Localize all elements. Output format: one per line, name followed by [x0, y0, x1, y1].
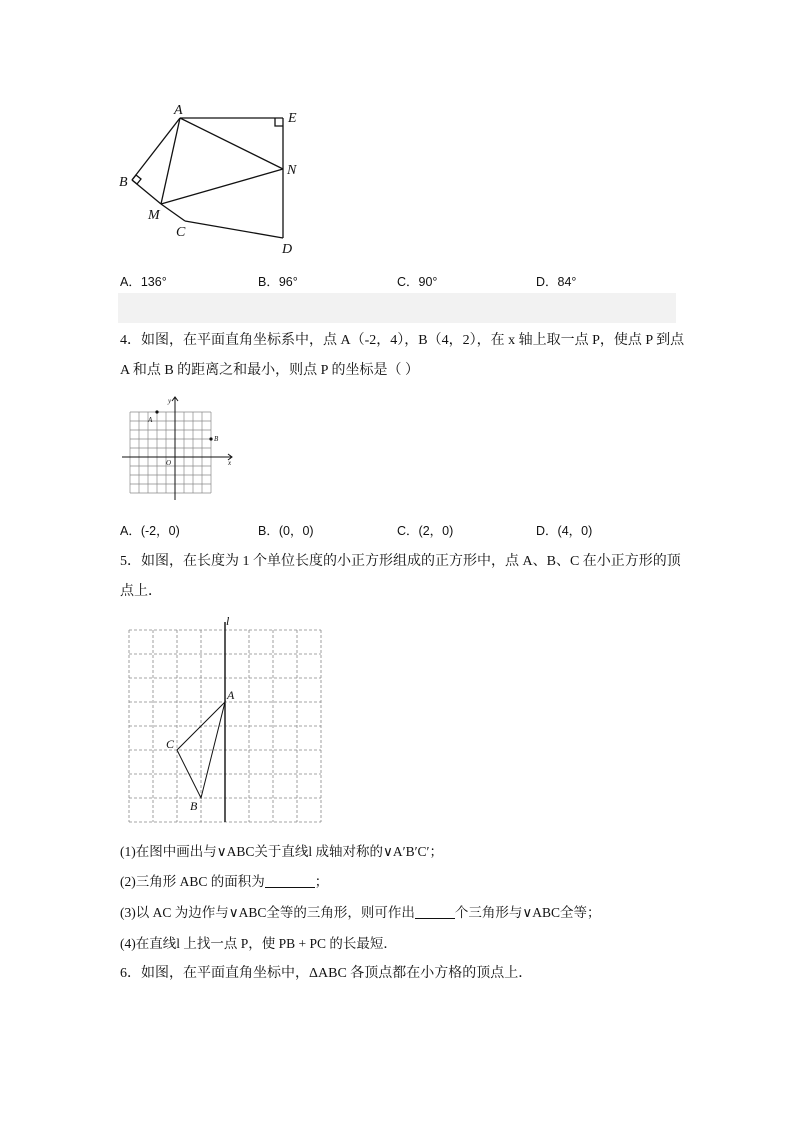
q5-sub3-text: (3)以 AC 为边作与∨ABC全等的三角形，则可作出	[120, 905, 415, 920]
fig1-edge-MN	[161, 169, 283, 204]
fig1-label-E: E	[288, 111, 297, 126]
q4-option-b: B．(0，0)	[258, 524, 314, 538]
grid-label-B: B	[214, 435, 219, 443]
geometry-figure-1	[110, 100, 310, 260]
q5-sub2-text: (2)三角形 ABC 的面积为	[120, 874, 265, 889]
q4-option-a: A．(-2，0)	[120, 524, 180, 538]
q5-text-line1: 5．如图，在长度为 1 个单位长度的小正方形组成的正方形中，点 A、B、C 在小正方形的顶	[120, 554, 681, 569]
q4-option-d: D．(4，0)	[536, 524, 593, 538]
grid-label-y: y	[168, 397, 172, 405]
grid2-label-C: C	[166, 737, 175, 751]
q3-option-a: A．136°	[120, 275, 167, 289]
grid2-label-B: B	[190, 799, 198, 813]
grid2-label-A: A	[227, 688, 235, 702]
q4-option-c: C．(2，0)	[397, 524, 454, 538]
fig1-label-A: A	[174, 103, 183, 118]
fig1-label-C: C	[176, 225, 186, 240]
fig1-label-M: M	[148, 208, 160, 223]
grid-label-A: A	[148, 416, 153, 424]
fig1-right-angle-B	[132, 175, 141, 184]
fig1-edge-AN	[180, 118, 283, 169]
fig1-right-angle-E	[275, 118, 283, 126]
q5-sub2	[120, 872, 328, 892]
q3-option-c: C．90°	[397, 275, 438, 289]
fig1-edge-DC	[185, 221, 283, 238]
q5-sub3	[120, 903, 601, 923]
fig1-label-D: D	[282, 242, 293, 257]
dashed-grid-figure	[120, 612, 330, 826]
q5-sub2-blank[interactable]	[265, 873, 315, 888]
grid-label-O: O	[166, 459, 172, 467]
fig1-label-B: B	[119, 175, 128, 190]
q6-text-line1: 6．如图，在平面直角坐标中，ΔABC 各顶点都在小方格的顶点上．	[120, 966, 533, 981]
q4-text-line1: 4．如图，在平面直角坐标系中，点 A（-2，4），B（4，2），在 x 轴上取一点 P，使点 P 到点	[120, 333, 685, 348]
answer-placeholder-bar	[118, 293, 676, 323]
q5-sub2-end: ；	[314, 874, 329, 889]
q4-text-line2: A 和点 B 的距离之和最小，则点 P 的坐标是（ ）	[120, 363, 419, 378]
q5-sub4: (4)在直线l 上找一点 P，使 PB + PC 的长最短．	[120, 936, 397, 951]
grid-label-x: x	[228, 459, 232, 467]
q3-option-d: D．84°	[536, 275, 577, 289]
q5-text-line2: 点上．	[120, 584, 162, 599]
q3-option-b: B．96°	[258, 275, 298, 289]
fig1-edge-CM	[161, 204, 185, 221]
point-A	[155, 410, 158, 413]
coordinate-grid-figure	[118, 394, 238, 504]
q5-sub3-blank[interactable]	[415, 904, 455, 919]
point-B	[209, 437, 212, 440]
q5-sub1: (1)在图中画出与∨ABC关于直线l 成轴对称的∨A′B′C′；	[120, 844, 444, 859]
fig1-label-N: N	[287, 163, 297, 178]
q5-sub3-end: 个三角形与∨ABC全等；	[454, 905, 601, 920]
grid2-label-l: l	[226, 614, 230, 628]
